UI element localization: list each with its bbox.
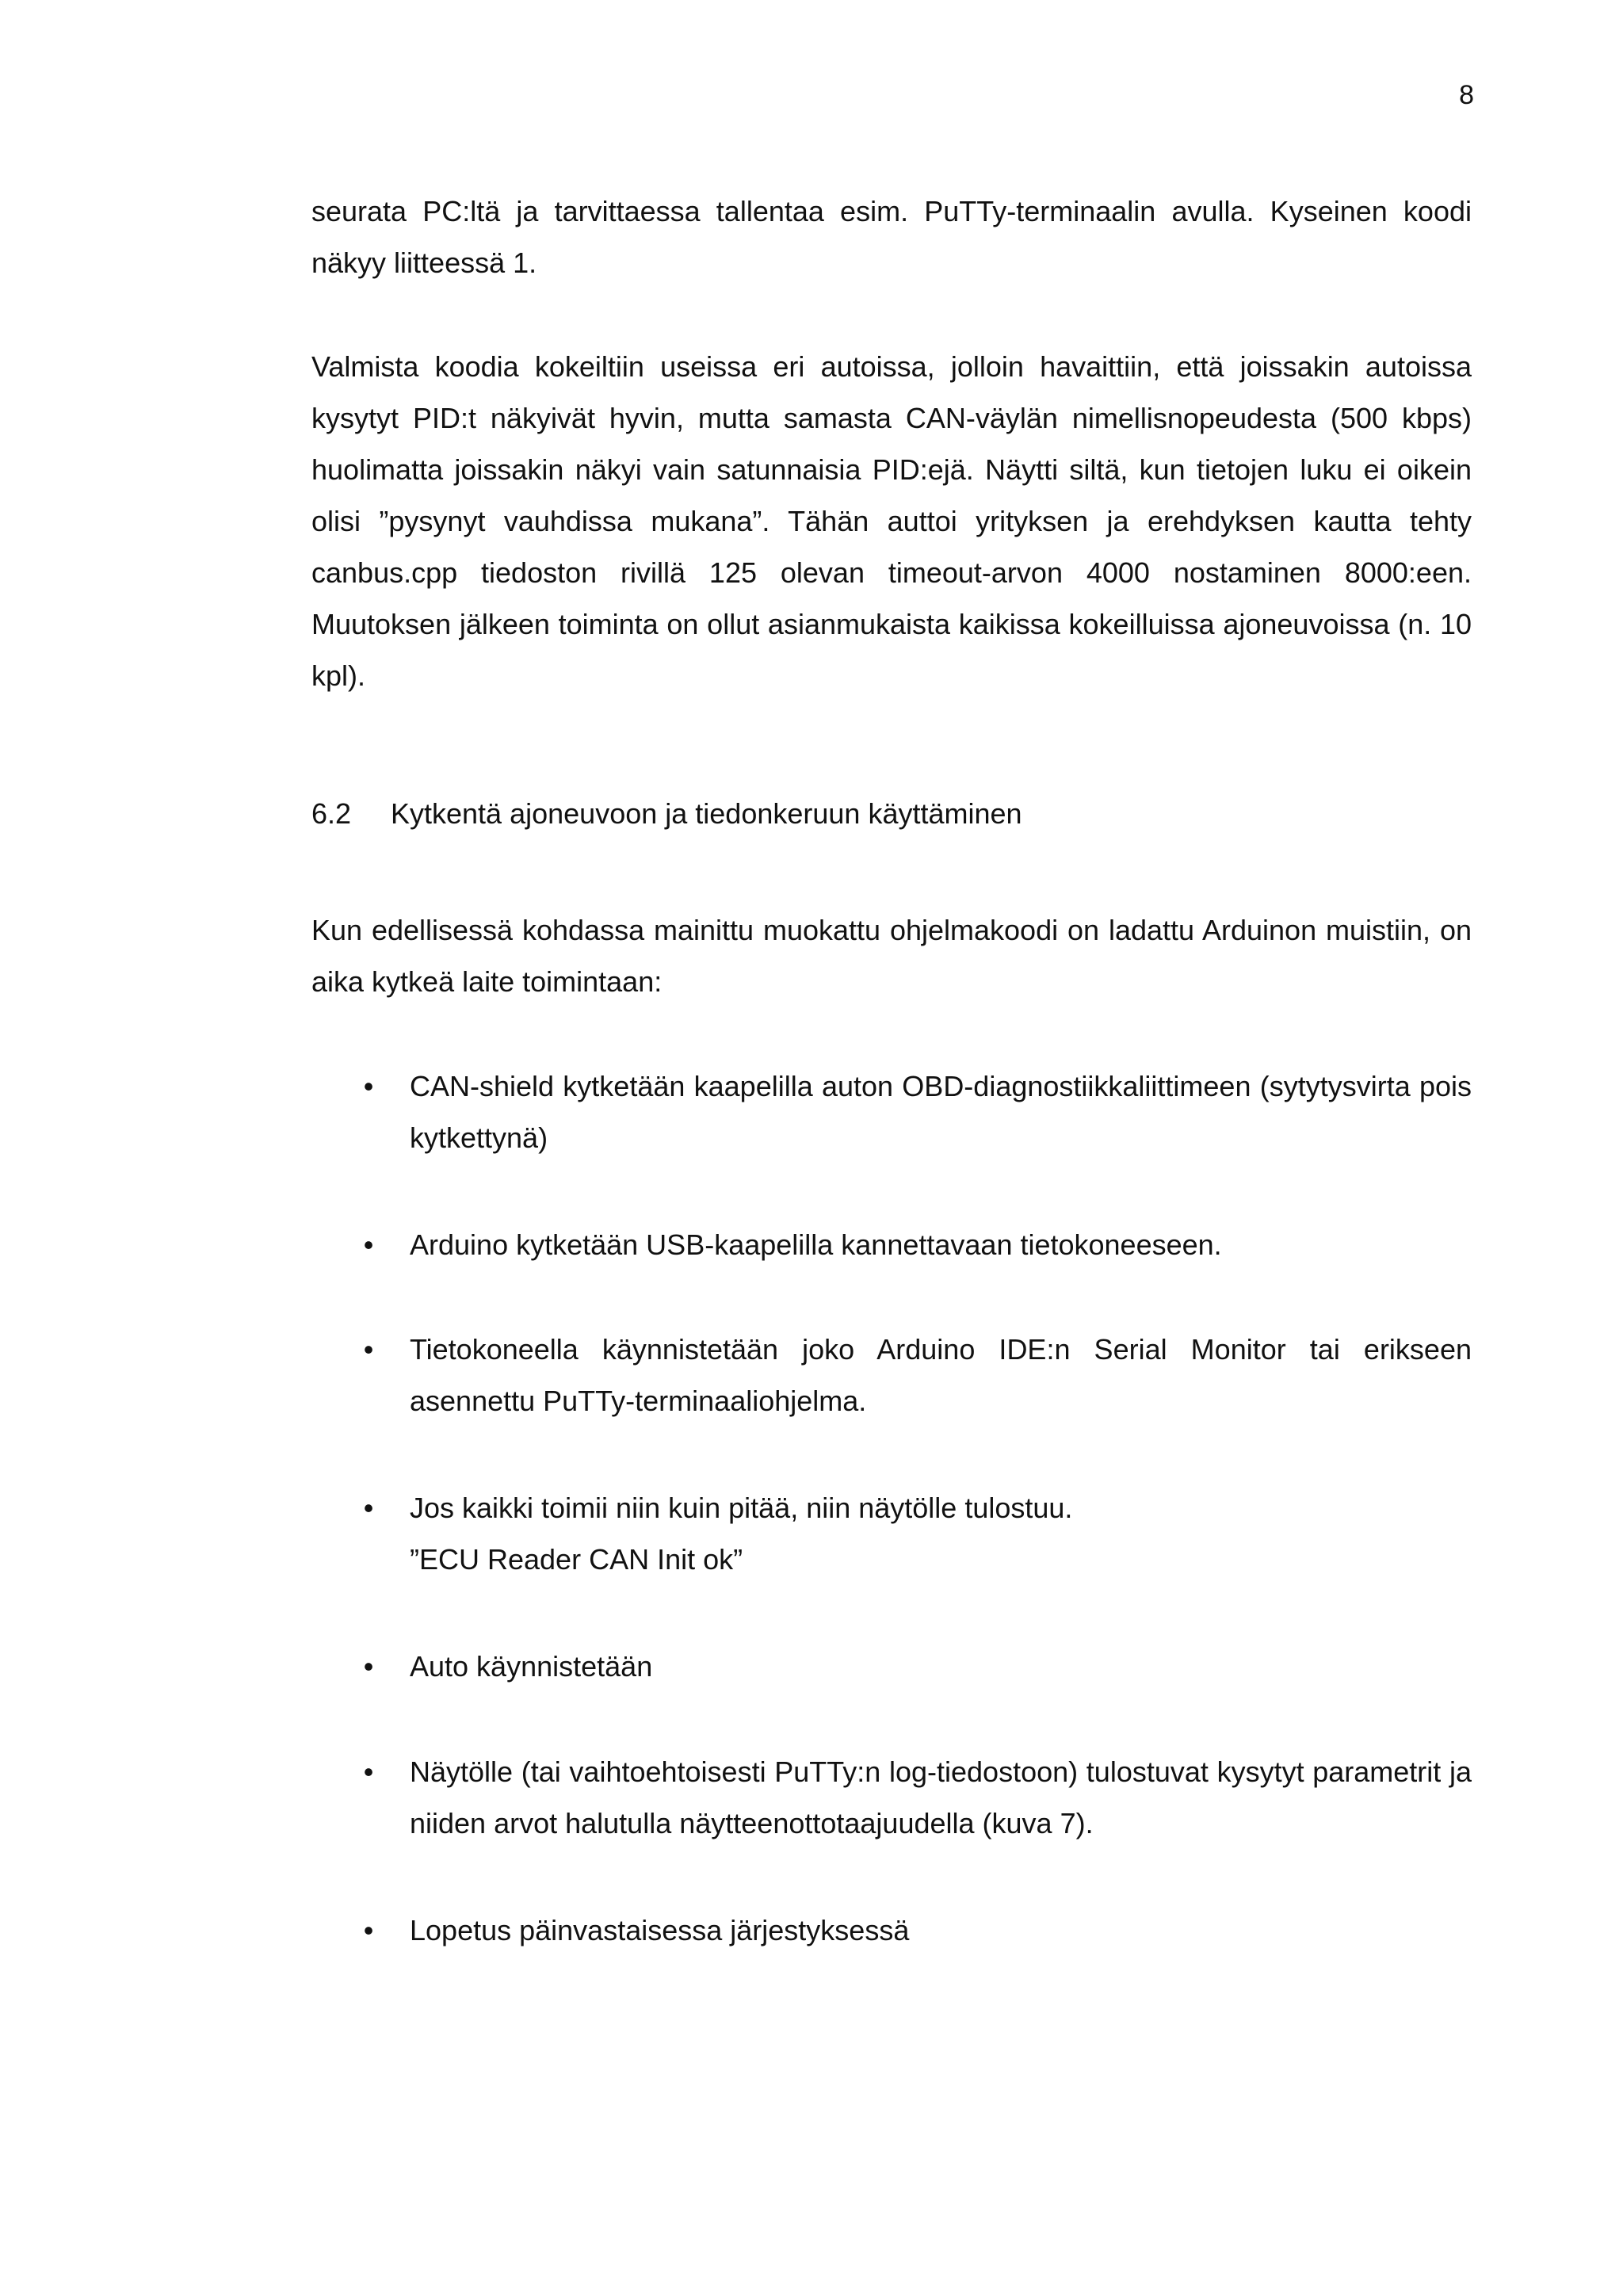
list-item-text: CAN-shield kytketään kaapelilla auton OBD-diagnostiikkaliittimeen (sytytysvirta pois kytkettynä) [410, 1070, 1472, 1154]
paragraph-testing: Valmista koodia kokeiltiin useissa eri autoissa, jolloin havaittiin, että joissakin autoissa kysytyt PID:t näkyivät hyvin, mutta samasta CAN-väylän nimellisnopeudesta (500 kbps) huolimatta joissakin näkyi vain satunnaisia PID:ejä. Näytti siltä, kun tietojen luku ei oikein olisi ”pysynyt vauhdissa mukana”. Tähän auttoi yrityksen ja erehdyksen kautta tehty canbus.cpp tiedoston rivillä 125 olevan timeout-arvon 4000 nostaminen 8000:een. Muutoksen jälkeen toiminta on ollut asianmukaista kaikissa kokeilluissa ajoneuvoissa (n. 10 kpl). [311, 350, 1472, 692]
page-number: 8 [1459, 80, 1474, 110]
list-item-text: Auto käynnistetään [410, 1650, 653, 1683]
bullet-icon: • [363, 1070, 374, 1102]
list-item-line: Jos kaikki toimii niin kuin pitää, niin näytölle tulostuu. [410, 1492, 1073, 1524]
bullet-icon: • [363, 1914, 374, 1946]
bullet-icon: • [363, 1755, 374, 1788]
section-number: 6.2 [311, 797, 352, 830]
paragraph-section-intro: Kun edellisessä kohdassa mainittu muokattu ohjelmakoodi on ladattu Arduinon muistiin, on aika kytkeä laite toimintaan: [311, 914, 1472, 998]
list-item-text: Lopetus päinvastaisessa järjestyksessä [410, 1914, 910, 1946]
list-item-text: Näytölle (tai vaihtoehtoisesti PuTTy:n log-tiedostoon) tulostuvat kysytyt parametrit ja niiden arvot halutulla näytteenottotaajuudella (kuva 7). [410, 1755, 1472, 1839]
list-item-text: Tietokoneella käynnistetään joko Arduino IDE:n Serial Monitor tai erikseen asennettu PuTTy-terminaaliohjelma. [410, 1333, 1472, 1417]
list-item-quote: ”ECU Reader CAN Init ok” [410, 1543, 743, 1576]
paragraph-intro-continuation: seurata PC:ltä ja tarvittaessa tallentaa esim. PuTTy-terminaalin avulla. Kyseinen koodi näkyy liitteessä 1. [311, 195, 1472, 279]
bullet-icon: • [363, 1333, 374, 1366]
bullet-icon: • [363, 1228, 374, 1261]
list-item-text [410, 1482, 1472, 1585]
bullet-icon: • [363, 1650, 374, 1683]
bullet-icon: • [363, 1492, 374, 1524]
list-item-text: Arduino kytketään USB-kaapelilla kannettavaan tietokoneeseen. [410, 1228, 1222, 1261]
section-heading [311, 788, 1472, 839]
section-title: Kytkentä ajoneuvoon ja tiedonkeruun käyttäminen [391, 797, 1022, 830]
